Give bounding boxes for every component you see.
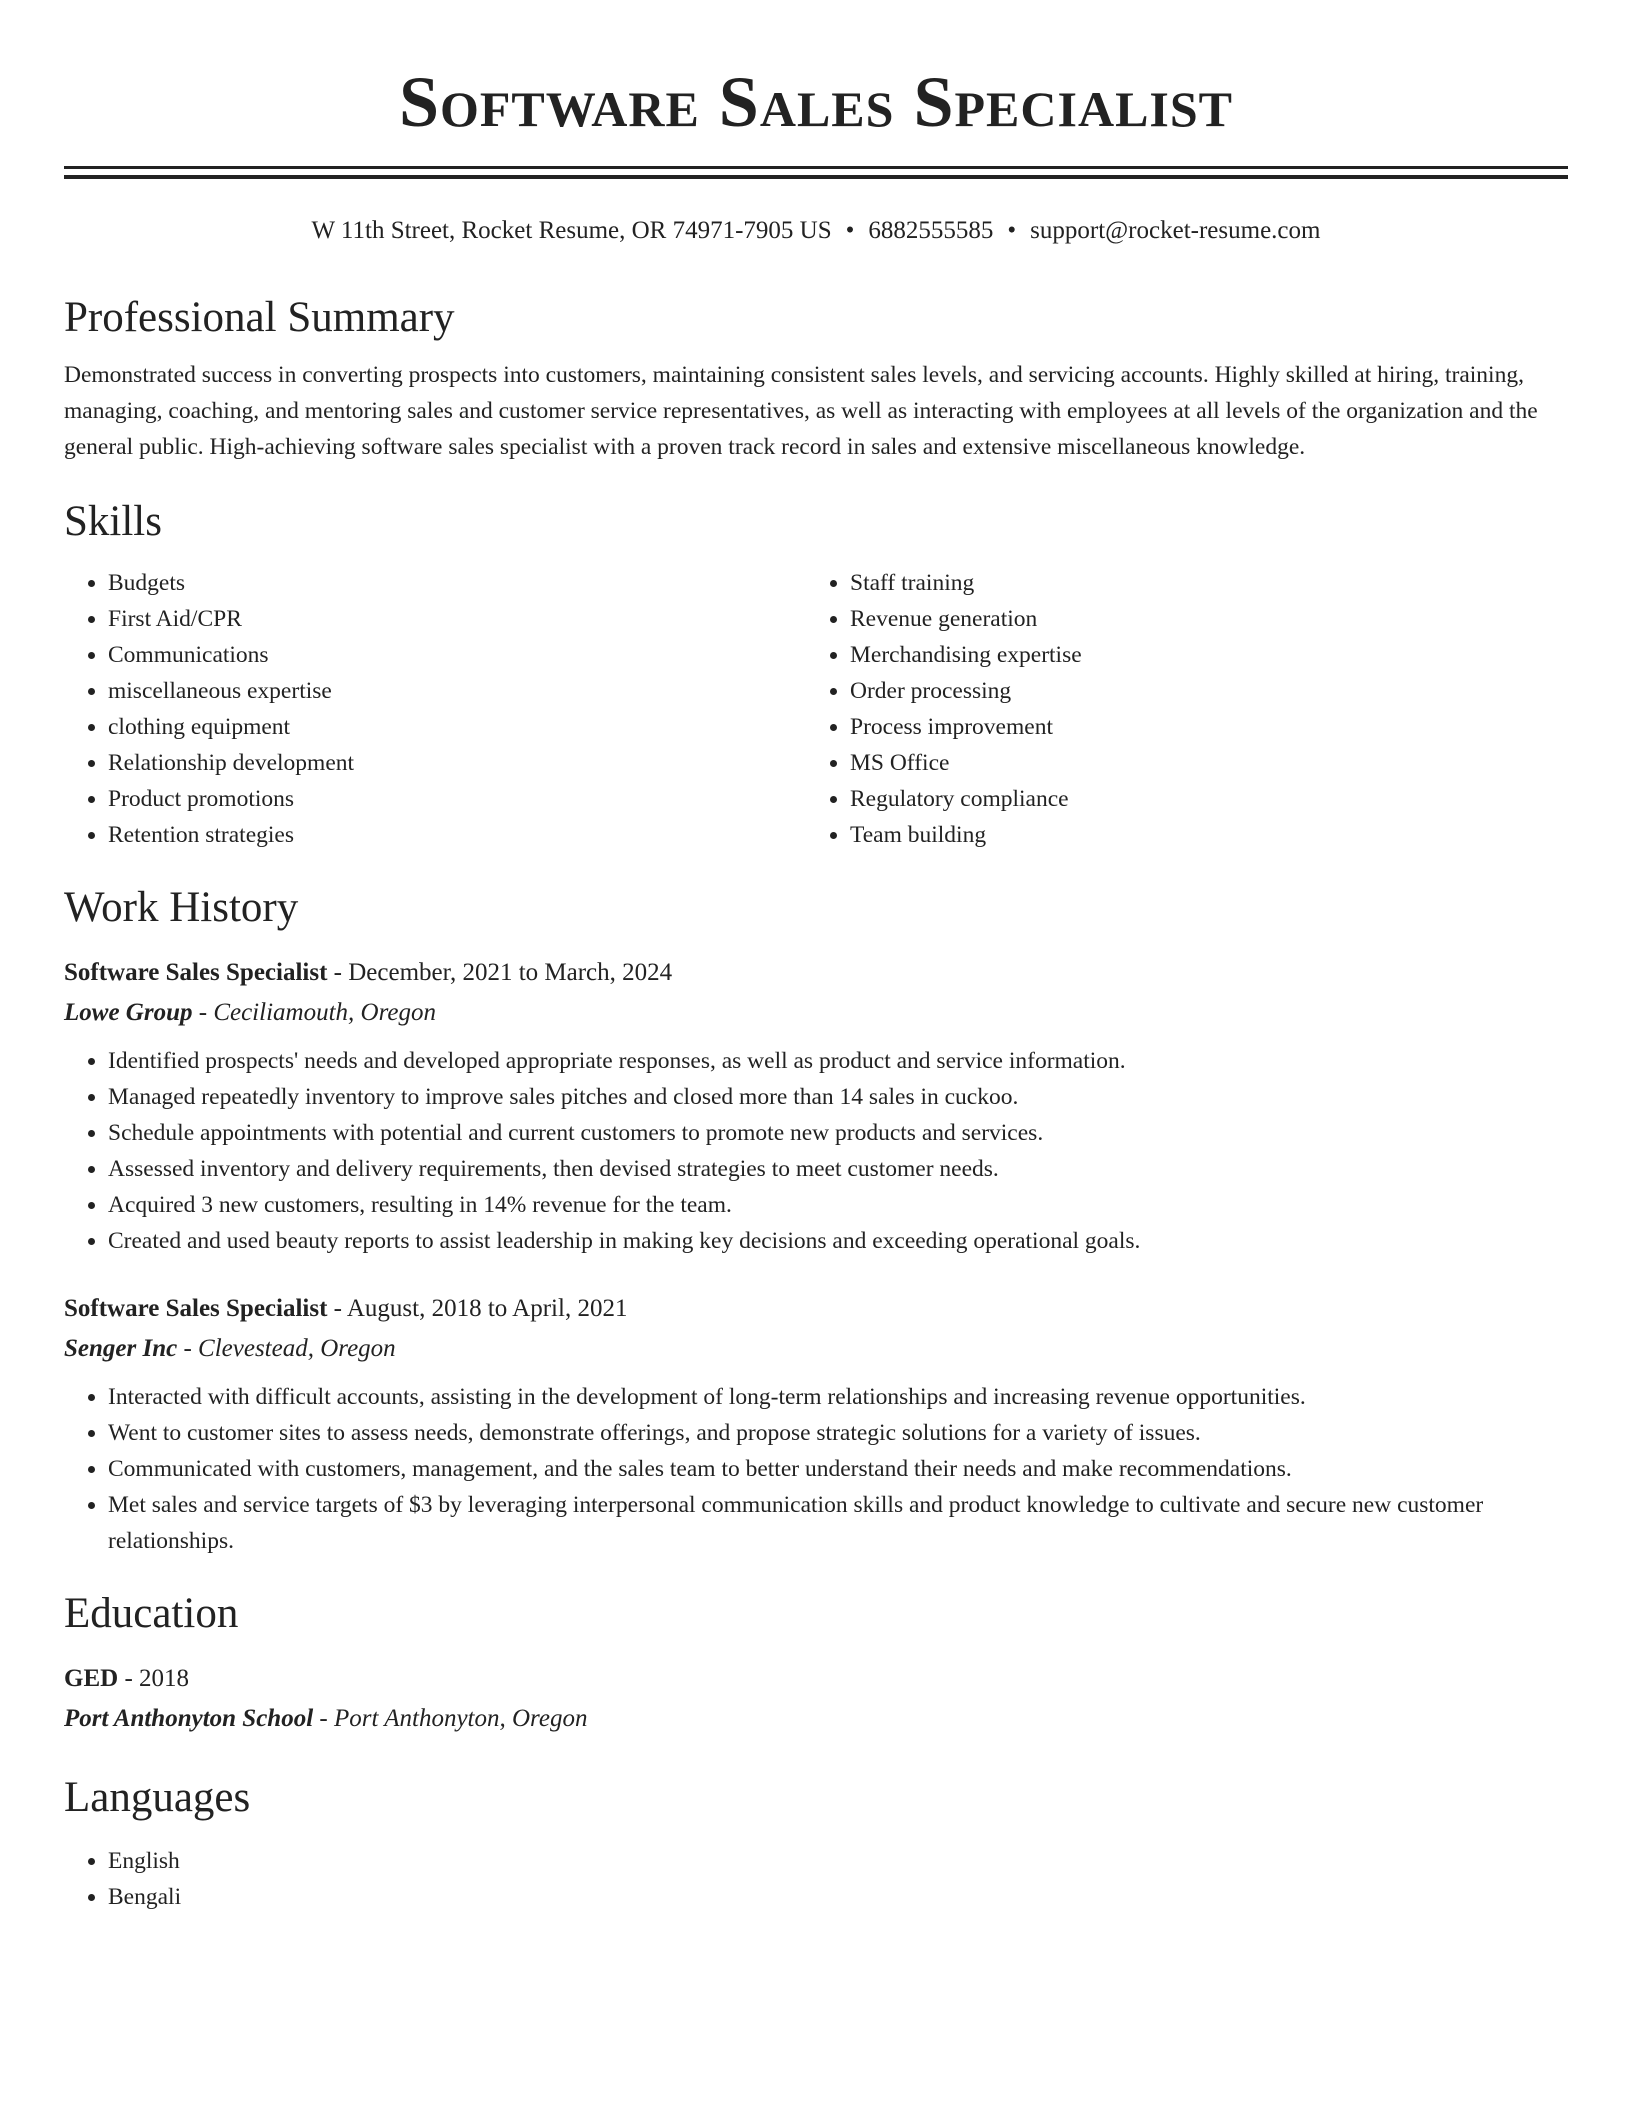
job-header [64, 1289, 1568, 1329]
resume-name: Software Sales Specialist [398, 62, 1234, 142]
skill-item: • Merchandising expertise [850, 637, 1548, 673]
education-year: 2018 [139, 1665, 190, 1692]
education-degree-line [64, 1659, 1568, 1699]
job-bullet: • Schedule appointments with potential and current customers to promote new products and services. [108, 1115, 1568, 1151]
job-dates: December, 2021 to March, 2024 [348, 959, 673, 986]
language-item: • Bengali [108, 1879, 1568, 1915]
job-bullet: • Communicated with customers, management, and the sales team to better understand their needs and make recommendations. [108, 1451, 1568, 1487]
skills-heading: Skills [64, 498, 162, 545]
job-bullet: • Created and used beauty reports to assist leadership in making key decisions and exceeding operational goals. [108, 1223, 1568, 1259]
summary-heading: Professional Summary [64, 294, 455, 341]
skills-column-left [64, 565, 806, 853]
contact-line [64, 215, 1568, 247]
skill-item: • First Aid/CPR [108, 601, 806, 637]
job-bullet: • Identified prospects' needs and developed appropriate responses, as well as product and service information. [108, 1043, 1568, 1079]
contact-phone: 6882555585 [868, 217, 994, 244]
skills-list [64, 565, 1568, 853]
job-header [64, 953, 1568, 993]
job-bullet: • Managed repeatedly inventory to improve sales pitches and closed more than 14 sales in cuckoo. [108, 1079, 1568, 1115]
education-heading: Education [64, 1590, 239, 1637]
contact-address: W 11th Street, Rocket Resume, OR 74971-7905 US [311, 217, 832, 244]
skill-item: • Process improvement [850, 709, 1548, 745]
job-entry [64, 953, 1568, 1259]
job-bullet: • Went to customer sites to assess needs, demonstrate offerings, and propose strategic solutions for a variety of issues. [108, 1415, 1568, 1451]
summary-text: Demonstrated success in converting prospects into customers, maintaining consistent sales levels, and servicing accounts. Highly skilled at hiring, training, managing, coaching, and mentoring sales and customer service representatives, as well as interacting with employees at all levels of the organization and the general public. High-achieving software sales specialist with a proven track record in sales and extensive miscellaneous knowledge. [64, 362, 1538, 460]
job-company-line [64, 1329, 1568, 1369]
resume-page [64, 0, 1568, 1915]
job-role: Software Sales Specialist [64, 959, 328, 986]
header-rule-top [64, 166, 1568, 169]
job-dash: - [327, 959, 349, 986]
job-bullet: • Met sales and service targets of $3 by leveraging interpersonal communication skills and product knowledge to cultivate and secure new customer relationships. [108, 1487, 1568, 1559]
job-dash: - [192, 999, 214, 1026]
skill-item: • Product promotions [108, 781, 806, 817]
contact-separator: • [1007, 217, 1017, 244]
job-bullets [64, 1379, 1568, 1559]
education-entry [64, 1659, 1568, 1739]
languages-heading: Languages [64, 1774, 251, 1821]
job-entry [64, 1289, 1568, 1559]
job-location: Clevestead, Oregon [198, 1335, 396, 1362]
skill-item: • Retention strategies [108, 817, 806, 853]
job-company: Senger Inc [64, 1335, 178, 1362]
education-school-line [64, 1699, 1568, 1739]
education-school: Port Anthonyton School [64, 1705, 314, 1732]
job-company-line [64, 993, 1568, 1033]
skill-item: • miscellaneous expertise [108, 673, 806, 709]
education-degree: GED [64, 1665, 119, 1692]
skill-item: • Order processing [850, 673, 1548, 709]
job-company: Lowe Group [64, 999, 193, 1026]
job-bullet: • Acquired 3 new customers, resulting in 14% revenue for the team. [108, 1187, 1568, 1223]
skill-item: • clothing equipment [108, 709, 806, 745]
skill-item: • Budgets [108, 565, 806, 601]
skill-item: • MS Office [850, 745, 1548, 781]
job-dash: - [327, 1295, 347, 1322]
skill-item: • Communications [108, 637, 806, 673]
skill-item: • Team building [850, 817, 1548, 853]
work-history-heading: Work History [64, 884, 299, 931]
job-bullet: • Interacted with difficult accounts, assisting in the development of long-term relationships and increasing revenue opportunities. [108, 1379, 1568, 1415]
job-dates: August, 2018 to April, 2021 [346, 1295, 628, 1322]
language-item: • English [108, 1843, 1568, 1879]
skill-item: • Revenue generation [850, 601, 1548, 637]
contact-separator: • [845, 217, 855, 244]
skill-item: • Relationship development [108, 745, 806, 781]
education-dash: - [118, 1665, 140, 1692]
education-dash: - [313, 1705, 334, 1732]
job-role: Software Sales Specialist [64, 1295, 328, 1322]
skill-item: • Staff training [850, 565, 1548, 601]
skill-item: • Regulatory compliance [850, 781, 1548, 817]
job-bullets [64, 1043, 1568, 1259]
header-rule-bottom [64, 175, 1568, 179]
skills-column-right [806, 565, 1548, 853]
languages-list [64, 1843, 1568, 1915]
job-bullet: • Assessed inventory and delivery requirements, then devised strategies to meet customer needs. [108, 1151, 1568, 1187]
job-location: Ceciliamouth, Oregon [213, 999, 436, 1026]
job-dash: - [177, 1335, 199, 1362]
contact-email: support@rocket-resume.com [1030, 217, 1321, 244]
education-location: Port Anthonyton, Oregon [333, 1705, 588, 1732]
